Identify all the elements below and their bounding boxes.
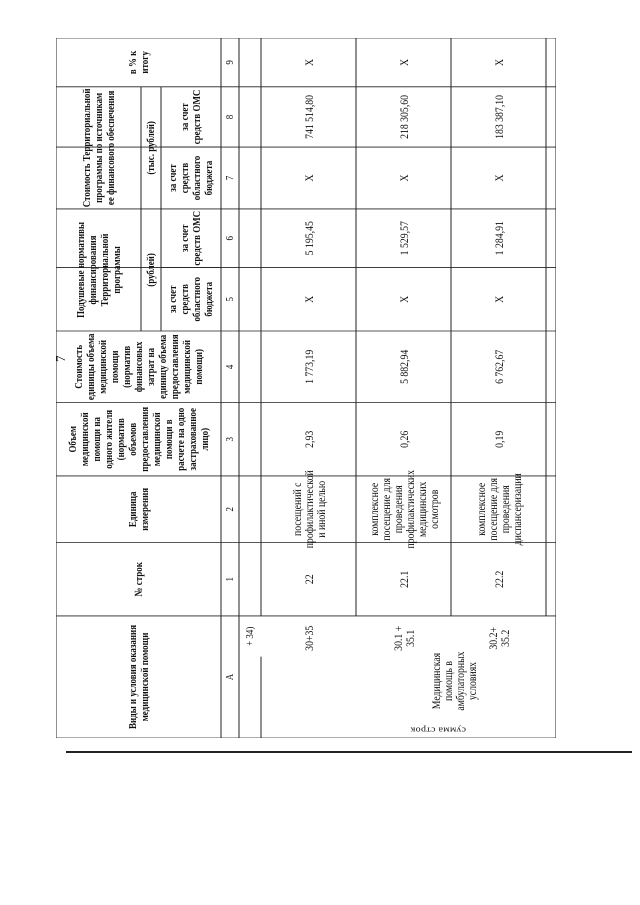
header-cost-unit: Стоимость единицы объема медицинской помощи (норматив финансовых затрат на единицу объема предоставления медицинской помощи)	[72, 333, 205, 401]
row-3-pc-budget: Х	[491, 295, 506, 303]
row-2-row-no: 22.1	[396, 570, 411, 588]
column-index-8: 7	[224, 175, 236, 181]
row-1-pc-oms: 5 195,45	[301, 221, 316, 256]
row-3-tot-oms: 183 387,10	[491, 94, 506, 139]
header-per-capita-budget: за счет средств областного бюджета	[167, 276, 215, 322]
header-total-cost-unit: (тыс. рублей)	[145, 121, 157, 175]
column-index-5: 4	[224, 364, 236, 370]
rotated-table-sheet	[53, 38, 556, 738]
header-total-oms: за счет средств ОМС	[179, 89, 203, 145]
row-2-unit: комплексное посещение для проведения профилактических медицинских осмотров	[366, 469, 441, 549]
column-index-2: 1	[224, 577, 236, 582]
row-2-volume: 0,26	[396, 430, 411, 448]
header-per-capita-oms: за счет средств ОМС	[179, 210, 203, 266]
row-2-percent: Х	[396, 58, 411, 66]
column-index-7: 6	[224, 235, 236, 241]
header-unit: Единица измерения	[126, 487, 151, 531]
row-3-percent: Х	[491, 58, 506, 66]
row-1-pc-budget: Х	[301, 295, 316, 303]
row-2-tot-budget: Х	[396, 174, 411, 182]
header-total-budget: за счет средств областного бюджета	[167, 155, 215, 201]
row-2-pc-oms: 1 529,57	[396, 221, 411, 256]
row-1-tot-oms: 741 514,80	[301, 94, 316, 139]
row-3-volume: 0,19	[491, 430, 506, 448]
column-index-4: 3	[224, 437, 236, 442]
header-total-cost: Стоимость Территориальной программы по источникам ее финансового обеспечения	[80, 88, 117, 208]
row-2-cost: 5 882,94	[396, 349, 411, 384]
row-1-volume: 2,93	[301, 430, 316, 448]
row-2-tot-oms: 218 305,60	[396, 94, 411, 139]
page-number: 7	[53, 355, 68, 362]
header-volume: Объем медицинской помощи на одного жителя (норматив объемов предоставления медицинской помощи в расчете на одно застрахованное лицо)	[66, 406, 211, 472]
row-1-row-no: 22	[301, 574, 316, 585]
row-1-sum: 30+35	[301, 625, 316, 651]
header-per-capita: Подушевые нормативы финансирования Территориальной программы	[74, 222, 123, 318]
page-divider	[66, 751, 632, 753]
sum-rows-label: сумма строк	[410, 724, 467, 734]
row-3-unit: комплексное посещение для проведения диспансеризации	[473, 473, 524, 546]
row-1-tot-budget: Х	[301, 174, 316, 182]
row-1-cost: 1 773,19	[301, 349, 316, 384]
section-label: Медицинская помощь в амбулаторных условиях	[428, 651, 479, 711]
row-1-percent: Х	[301, 58, 316, 66]
row-3-cost: 6 762,67	[491, 349, 506, 384]
header-percent: в % к итогу	[126, 50, 151, 75]
column-index-1: А	[224, 673, 236, 681]
row-3-tot-budget: Х	[491, 174, 506, 182]
row-3-row-no: 22.2	[491, 570, 506, 588]
column-index-6: 5	[224, 297, 236, 302]
header-per-capita-unit: (рублей)	[145, 253, 157, 287]
column-index-10: 9	[224, 60, 236, 65]
row-fragment: + 34)	[244, 626, 256, 646]
column-index-9: 8	[224, 114, 236, 120]
header-row-no: № строк	[132, 562, 145, 597]
row-3-pc-oms: 1 284,91	[491, 221, 506, 256]
column-index-3: 2	[224, 507, 236, 512]
row-2-sum: 30.1 + 35.1	[390, 625, 417, 651]
row-1-unit: посещений с профилактической и иной целью	[289, 470, 328, 549]
row-3-sum: 30.2+ 35.2	[485, 626, 512, 650]
row-2-pc-budget: Х	[396, 295, 411, 303]
header-kinds: Виды и условия оказания медицинской помощи	[126, 624, 151, 729]
